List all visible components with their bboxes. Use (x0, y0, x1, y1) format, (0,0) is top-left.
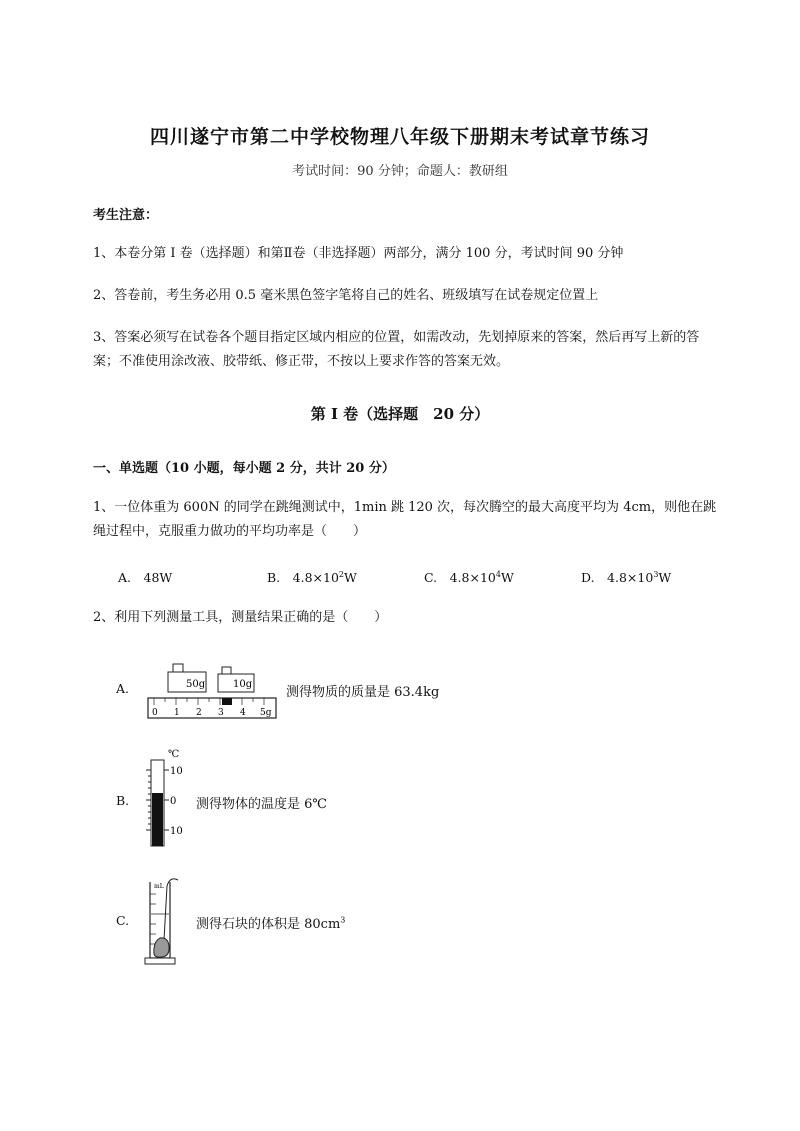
weight-50g-label: 50g (186, 679, 206, 690)
ruler-tick-4: 4 (240, 708, 246, 718)
ruler-tick-3: 3 (218, 708, 224, 718)
q2-option-b-label: B. (116, 793, 130, 808)
q2-option-b-text: 测得物体的温度是 6℃ (196, 797, 327, 812)
ruler-tick-2: 2 (196, 708, 202, 718)
ruler-tick-1: 1 (174, 708, 180, 718)
balance-scale-figure (146, 658, 280, 722)
q2-option-a-label: A. (116, 681, 130, 696)
q1-option-d: D. $4.8\times 10^3W$ (581, 569, 672, 585)
thermometer-label-top: 10 (170, 766, 183, 777)
q2-option-a-text: 测得物质的质量是 63.4kg (286, 685, 440, 700)
notice-heading: 考生注意： (93, 208, 159, 223)
q2-option-c-label: C. (116, 913, 130, 928)
q2-option-c-text: 测得石块的体积是 $80cm^3$ (196, 915, 346, 932)
stone-shape (154, 938, 169, 957)
thermometer-label-mid: 0 (170, 796, 177, 807)
thermometer-figure (142, 746, 190, 850)
q1-option-c: C. $4.8\times 10^4W$ (424, 569, 514, 585)
page-title: 四川遂宁市第二中学校物理八年级下册期末考试章节练习 (149, 126, 650, 148)
exam-info: 考试时间：90 分钟；命题人：教研组 (292, 164, 508, 179)
ruler-tick-0: 0 (152, 708, 158, 718)
notice-item-2: 2、答卷前，考生务必用 0.5 毫米黑色签字笔将自己的姓名、班级填写在试卷规定位置上 (93, 288, 599, 303)
mercury-column (152, 793, 163, 846)
cylinder-unit: mL (154, 883, 164, 890)
question-1-text: 1、一位体重为 600N 的同学在跳绳测试中，1min 跳 120 次，每次腾空的最大高度平均为 4cm，则他在跳绳过程中，克服重力做功的平均功率是（ ） (93, 500, 717, 539)
ruler-tick-5g: 5g (260, 708, 272, 718)
rider-marker (222, 698, 232, 705)
weight-10g-label: 10g (233, 679, 253, 690)
question-group-title: 一、单选题（10 小题，每小题 2 分，共计 20 分） (93, 461, 395, 476)
q1-option-b: B. $4.8\times 10^2W$ (267, 569, 357, 585)
string-line (167, 879, 178, 886)
thermometer-unit: ℃ (168, 749, 180, 760)
thermometer-label-bottom: 10 (170, 826, 183, 837)
q1-option-a: A. 48W (118, 570, 173, 585)
graduated-cylinder-figure (140, 874, 190, 968)
question-2-text: 2、利用下列测量工具，测量结果正确的是（ ） (93, 610, 388, 625)
section-title: 第 I 卷（选择题 20 分） (310, 405, 490, 423)
notice-item-1: 1、本卷分第 I 卷（选择题）和第Ⅱ卷（非选择题）两部分，满分 100 分，考试时间 90 分钟 (93, 246, 624, 261)
notice-item-3: 3、答案必须写在试卷各个题目指定区域内相应的位置，如需改动，先划掉原来的答案，然后再写上新的答案；不准使用涂改液、胶带纸、修正带，不按以上要求作答的答案无效。 (93, 330, 700, 369)
